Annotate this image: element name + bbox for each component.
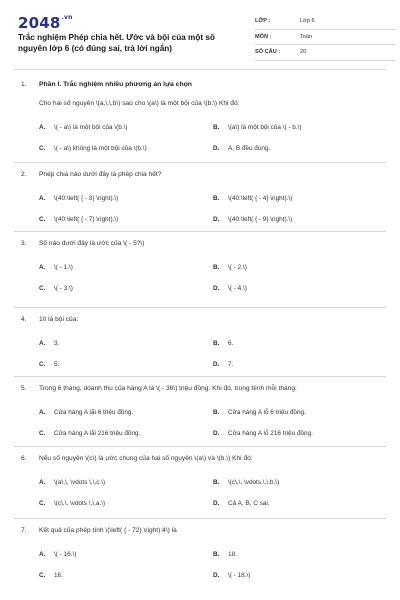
meta-panel [255,16,396,63]
option-letter: B. [213,409,220,416]
question-divider [14,376,386,377]
meta-value: Toán [300,33,313,40]
option-text: \(40:\left( { - 3} \right).\) [54,195,119,202]
option-letter: B. [213,195,220,202]
answer-option-c[interactable] [39,216,118,223]
option-letter: B. [213,340,220,347]
option-letter: D. [213,430,220,437]
answer-option-b[interactable] [213,340,233,347]
page-title: Trắc nghiệm Phép chia hết. Ước và bội của một số nguyên lớp 6 (có đúng sai, trả lời ngắn) [18,33,215,53]
option-text: \( - a\) không là một bội của \(b.\) [54,145,147,152]
question-number: 3. [21,240,27,247]
option-letter: A. [39,195,46,202]
option-text: \( - a\) là một bội của \(b.\) [54,124,128,131]
header-divider [14,69,386,70]
option-letter: A. [39,409,46,416]
option-letter: D. [213,361,220,368]
option-letter: A. [39,124,46,131]
option-text: \( - 4.\) [228,285,247,292]
meta-key: LỚP : [255,18,271,24]
question-number: 2. [21,171,27,178]
option-text: \( - 16.\) [54,551,77,558]
answer-option-a[interactable] [39,340,59,347]
option-letter: D. [213,145,220,152]
answer-option-a[interactable] [39,124,128,131]
answer-option-c[interactable] [39,500,105,507]
answer-option-d[interactable] [213,216,292,223]
option-text: \( - 1.\) [54,264,73,271]
answer-option-a[interactable] [39,264,73,271]
option-letter: C. [39,500,46,507]
question-text: Cho hai số nguyên \(a,\,\,b\) sao cho \(a\) là một bội của \(b.\) Khi đó: [39,100,240,107]
question-divider [14,446,386,447]
option-letter: C. [39,145,46,152]
option-letter: C. [39,216,46,223]
answer-option-b[interactable] [213,195,292,202]
option-text: 7. [228,361,234,368]
option-text: \( - 18.\) [228,572,251,579]
option-letter: C. [39,361,46,368]
option-text: \(c\,\, \vdots \,\,b.\) [228,479,280,486]
answer-option-c[interactable] [39,361,59,368]
option-text: \( - 2.\) [228,264,247,271]
answer-option-c[interactable] [39,285,73,292]
option-text: \(c\,\, \vdots \,\,a.\) [54,500,106,507]
answer-option-b[interactable] [213,264,247,271]
option-text: 5. [54,361,60,368]
option-text: \(a\) là một bội của \( - b.\) [228,124,302,131]
meta-row-count [255,47,396,61]
option-letter: B. [213,479,220,486]
option-text: \(40:\left( { - 9} \right).\) [228,216,293,223]
question-number: 4. [21,316,27,323]
meta-key: MÔN : [255,33,272,40]
answer-option-d[interactable] [213,572,250,579]
option-text: \(40:\left( { - 4} \right).\) [228,195,293,202]
question-number: 6. [21,455,27,462]
answer-option-d[interactable] [213,145,270,152]
meta-row-class [255,16,396,30]
option-text: 3. [54,340,60,347]
answer-option-a[interactable] [39,409,133,416]
answer-option-b[interactable] [213,409,306,416]
option-text: Cả A, B, C sai. [228,500,270,507]
answer-option-d[interactable] [213,500,270,507]
question-text: Phép chia nào dưới đây là phép chia hết? [39,171,162,178]
question-text: Số nào dưới đây là ước của \( - 5?\) [39,240,145,247]
option-letter: C. [39,430,46,437]
question-number: 5. [21,385,27,392]
option-letter: D. [213,285,220,292]
answer-option-b[interactable] [213,551,237,558]
option-letter: D. [213,216,220,223]
option-letter: B. [213,264,220,271]
question-divider [14,231,386,232]
answer-option-d[interactable] [213,361,233,368]
option-letter: D. [213,572,220,579]
meta-row-subject [255,32,396,46]
option-text: 16. [54,572,63,579]
answer-option-c[interactable] [39,430,140,437]
question-divider [14,307,386,308]
answer-option-a[interactable] [39,195,118,202]
option-letter: A. [39,479,46,486]
page-header [18,14,384,64]
option-text: \(40:\left( { - 7} \right).\) [54,216,119,223]
question-number: 7. [21,527,27,534]
question-text: Kết quả của phép tính \(\left( { - 72} \right):4\) là [39,527,177,534]
answer-option-d[interactable] [213,430,313,437]
meta-value: Lớp 6 [300,18,315,24]
option-text: A, B đều đúng. [228,145,271,152]
option-letter: A. [39,264,46,271]
option-text: Cửa hàng A lãi 216 triệu đồng. [54,430,141,437]
option-text: Cửa hàng A lỗ 6 triệu đồng. [228,409,306,416]
option-letter: A. [39,340,46,347]
meta-key: SỐ CÂU : [255,49,281,55]
answer-option-b[interactable] [213,479,279,486]
answer-option-a[interactable] [39,551,76,558]
section-title: Phần I. Trắc nghiệm nhiều phương án lựa chọn [39,81,192,88]
option-letter: D. [213,500,220,507]
option-text: 6. [228,340,234,347]
option-text: Cửa hàng A lỗ 216 triệu đồng. [228,430,313,437]
option-text: Cửa hàng A lãi 6 triệu đồng. [54,409,134,416]
site-logo[interactable]: $2048^{.vn}$ [18,14,73,32]
option-text: \( - 3.\) [54,285,73,292]
meta-value: 20 [300,49,307,55]
answer-option-c[interactable] [39,572,63,579]
option-letter: B. [213,551,220,558]
question-number: 1. [21,81,27,88]
question-text: Trong 6 tháng, doanh thu của hàng A là \( - 36\) triệu đồng. Khi đó, trung bình mỗi tháng: [39,385,297,392]
answer-option-b[interactable] [213,124,302,131]
option-letter: C. [39,572,46,579]
option-letter: B. [213,124,220,131]
question-divider [14,162,386,163]
answer-option-d[interactable] [213,285,247,292]
question-text: 10 là bội của: [39,316,79,323]
question-divider [14,518,386,519]
answer-option-a[interactable] [39,479,105,486]
option-letter: C. [39,285,46,292]
option-text: \(a\,\, \vdots \,\,c.\) [54,479,106,486]
answer-option-c[interactable] [39,145,147,152]
option-letter: A. [39,551,46,558]
option-text: 18. [228,551,237,558]
question-text: Nếu số nguyên \(c\) là ước chung của hai số nguyên \(a\) và \(b.\) Khi đó: [39,455,253,462]
